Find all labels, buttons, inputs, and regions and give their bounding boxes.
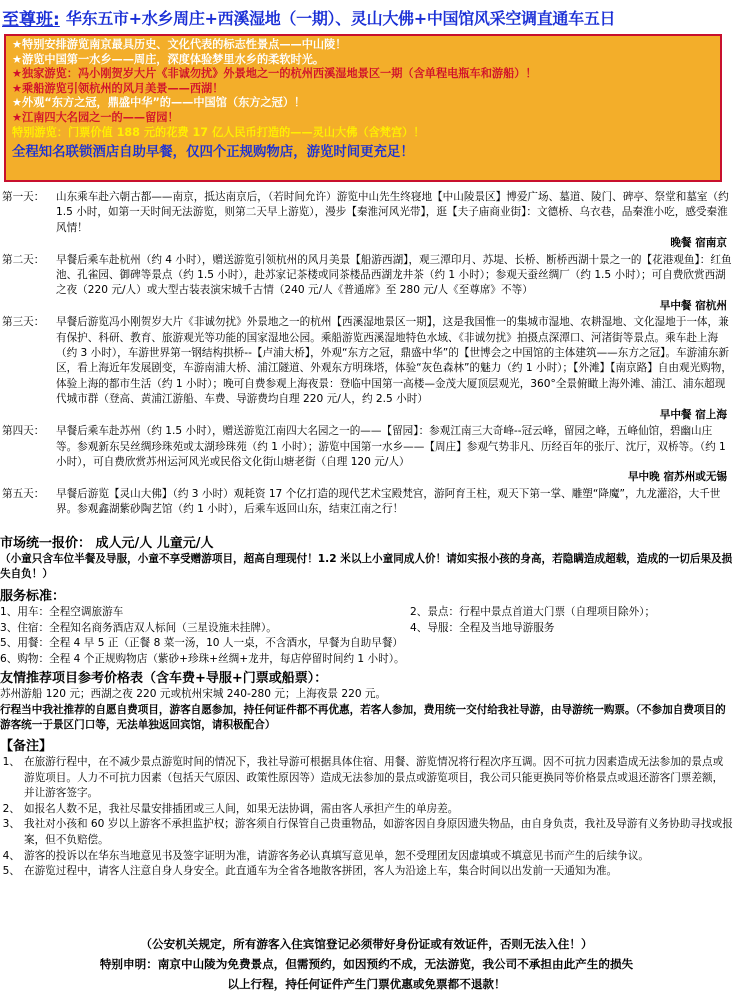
highlight-line: ★乘船游览引领杭州的风月美景——西湖！ bbox=[12, 81, 224, 95]
highlights-banner bbox=[4, 34, 722, 182]
remark-item: 3、 我社对小孩和 60 岁以上游客不承担监护权；游客须自行保管自己贵重物品，如游客因自身原因遗失物品，由自身负责，我社及导游有义务协助寻找或报案，但不负赔偿。 bbox=[0, 817, 733, 848]
remarks-title: 【备注】 bbox=[0, 739, 53, 754]
itinerary-day bbox=[0, 315, 733, 423]
tour-title: 华东五市+水乡周庄+西溪湿地（一期）、灵山大佛+中国馆风采空调直通车五日 bbox=[65, 8, 616, 28]
remark-item: 5、 在游览过程中，请客人注意自身人身安全。此直通车为全省各地散客拼团，客人为沿途上车，集合时间以出发前一天通知为准。 bbox=[0, 864, 733, 880]
service-item: 3、住宿：全程知名商务酒店双人标间（三星设施未挂牌）。 bbox=[0, 621, 277, 634]
service-row bbox=[0, 621, 733, 637]
remark-text: 游客的投诉以在华东当地意见书及签字证明为准，请游客务必认真填写意见单，恕不受理团友因虚填或不填意见书而产生的后续争议。 bbox=[24, 849, 650, 862]
day-description: 早餐后游览冯小刚贺岁大片《非诚勿扰》外景地之一的杭州【西溪湿地景区一期】，这是我国惟一的集城市湿地、农耕湿地、文化湿地于一体，兼有保护、科研、教育、旅游观光等功能的国家湿地公园。乘船游览西溪湿地特色水域、《非诚勿扰》拍摄点深潭口、河渚街等景点。乘车赴上海（约 3 小时），车游世界第一钢结构拱桥--【卢浦大桥】，外观“东方之冠，鼎盛中华”的【世博会之中国馆的主体建筑——东方之冠】。车游浦东新区，看上海近年发展剧变，车游南浦大桥、浦江隧道、外观东方明珠塔，体验“灰色森林”的魅力（约 1 小时）；【外滩】【南京路】自由观光购物，体验上海的都市生活（约 1 小时）；晚可自费参观上海夜景：登临中国第一高楼—金茂大厦顶层观光，360°全景俯瞰上海外滩、浦江、浦东超现代城市群（登高、黄浦江游船、车费、导游费均自理 220 元/人，约 2.5 小时） bbox=[56, 316, 732, 406]
day-label: 第一天： bbox=[2, 191, 45, 203]
price-heading: 市场统一报价： 成人元/人 儿童元/人 bbox=[0, 536, 214, 551]
service-item: 2、景点：行程中景点首道大门票（自理项目除外）； bbox=[410, 606, 656, 618]
day-meals-lodging: 早中餐 宿杭州 bbox=[659, 299, 727, 312]
itinerary-day bbox=[0, 487, 733, 518]
remarks-section bbox=[0, 738, 733, 880]
service-section bbox=[0, 588, 733, 667]
footer-notice bbox=[0, 934, 733, 994]
highlight-line: ★特别安排游览南京最具历史、文化代表的标志性景点——中山陵！ bbox=[12, 38, 347, 51]
highlight-line: 特别游览：门票价值 188 元的花费 17 亿人民币打造的——灵山大佛（含梵宫）！ bbox=[12, 125, 425, 139]
itinerary bbox=[0, 190, 733, 519]
service-row bbox=[0, 605, 733, 621]
optional-title: 友情推荐项目参考价格表（含车费+导服+门票或船票）： bbox=[0, 671, 328, 686]
service-title: 服务标准： bbox=[0, 589, 66, 604]
remark-item: 1、 在旅游行程中，在不减少景点游览时间的情况下，我社导游可根据具体住宿、用餐、游览情况将行程次序互调。因不可抗力因素造成无法参加的景点或游览项目。人力不可抗力因素（包括天气原因、政策性原因等）造成无法参加的景点或游览项目，我公司只能更换同等价格景点或退还游客门票差额，并让游客签字。 bbox=[0, 755, 733, 802]
itinerary-day bbox=[0, 190, 733, 252]
service-item: 6、购物：全程 4 个正规购物店（紫砂+珍珠+丝绸+龙井，每店停留时间约 1 小时）。 bbox=[0, 652, 405, 665]
highlight-line: ★游览中国第一水乡——周庄，深度体验梦里水乡的柔软时光。 bbox=[12, 52, 325, 66]
refund-notice: 以上行程，持任何证件产生门票优惠或免票都不退款！ bbox=[227, 977, 506, 991]
remark-text: 如报名人数不足，我社尽量安排插团或三人间，如果无法协调，需由客人承担产生的单房差。 bbox=[24, 802, 459, 815]
optional-prices: 苏州游船 120 元；西湖之夜 220 元或杭州宋城 240-280 元；上海夜景 220 元。 bbox=[0, 688, 387, 700]
day-meals-lodging: 早中餐 宿上海 bbox=[659, 408, 727, 421]
remark-text: 在游览过程中，请客人注意自身人身安全。此直通车为全省各地散客拼团，客人为沿途上车，集合时间以出发前一天通知为准。 bbox=[24, 865, 618, 878]
optional-policy: 行程当中我社推荐的自愿自费项目，游客自愿参加，持任何证件都不再优惠，若客人参加，费用统一交付给我社导游，由导游统一购票。（不参加自费项目的游客统一于景区门口等，无法单独返回宾馆，请积极配合） bbox=[0, 703, 726, 732]
itinerary-day bbox=[0, 424, 733, 486]
day-label: 第二天： bbox=[2, 253, 45, 266]
highlight-line: ★外观“东方之冠，鼎盛中华”的——中国馆（东方之冠）！ bbox=[12, 96, 306, 110]
day-label: 第四天： bbox=[2, 425, 45, 438]
remark-text: 我社对小孩和 60 岁以上游客不承担监护权；游客须自行保管自己贵重物品，如游客因自身原因遗失物品，由自身负责，我社及导游有义务协助寻找或报案，但不负赔偿。 bbox=[24, 818, 733, 846]
service-item: 4、导服：全程及当地导游服务 bbox=[410, 621, 555, 634]
highlight-summary: 全程知名联锁酒店自助早餐，仅四个正规购物店，游览时间更充足！ bbox=[12, 145, 414, 161]
id-requirement-notice: （公安机关规定，所有游客入住宾馆登记必须带好身份证或有效证件，否则无法入住！） bbox=[140, 937, 593, 951]
day-label: 第五天： bbox=[2, 487, 45, 500]
special-statement: 特别申明：南京中山陵为免费景点，但需预约，如因预约不成，无法游览，我公司不承担由此产生的损失 bbox=[99, 957, 634, 971]
optional-section bbox=[0, 670, 733, 734]
price-section bbox=[0, 536, 733, 583]
remark-text: 在旅游行程中，在不减少景点游览时间的情况下，我社导游可根据具体住宿、用餐、游览情况将行程次序互调。因不可抗力因素造成无法参加的景点或游览项目。人力不可抗力因素（包括天气原因、政策性原因等）造成无法参加的景点或游览项目，我公司只能更换同等价格景点或退还游客门票差额，并让游客签字。 bbox=[24, 756, 724, 800]
remark-item: 4、 游客的投诉以在华东当地意见书及签字证明为准，请游客务必认真填写意见单，恕不受理团友因虚填或不填意见书而产生的后续争议。 bbox=[0, 849, 733, 865]
service-item: 5、用餐：全程 4 早 5 正（正餐 8 菜一汤，10 人一桌，不含酒水，早餐为自助早餐） bbox=[0, 637, 404, 650]
day-description: 早餐后乘车赴杭州（约 4 小时），赠送游览引领杭州的风月美景【船游西湖】，观三潭印月、苏堤、长桥、断桥西湖十景之一的【花港观鱼】：红鱼池、孔雀园、御碑等景点（约 1.5 小时），赴苏家记茶楼或同茶楼品西湖龙井茶（约 1 小时）；参观天蚕丝绸厂（约 1.5 小时）；可自费欣赏西湖之夜（220 元/人）或大型古装表演宋城千古情（240 元/人《普通席》至 280 元/人《至尊席》不等） bbox=[56, 253, 732, 297]
price-note: （小童只含车位半餐及导服，小童不享受赠游项目，超高自理现付！1.2 米以上小童同成人价！请如实报小孩的身高，若隐瞒造成超载，造成的一切后果及损失自负！） bbox=[0, 552, 733, 581]
day-label: 第三天： bbox=[2, 316, 45, 329]
tour-class-label: 至尊班: bbox=[2, 9, 60, 30]
day-meals-lodging: 晚餐 宿南京 bbox=[670, 237, 727, 250]
header bbox=[0, 0, 733, 34]
itinerary-day bbox=[0, 253, 733, 315]
highlight-line: ★江南四大名园之一的——留园！ bbox=[12, 110, 179, 124]
highlight-line: ★独家游览：冯小刚贺岁大片《非诚勿扰》外景地之一的杭州西溪湿地景区一期（含单程电瓶车和游船）！ bbox=[12, 67, 537, 81]
day-description: 早餐后游览【灵山大佛】（约 3 小时）观耗资 17 个亿打造的现代艺术宝殿梵宫，游阿育王柱，观天下第一掌、雕塑“降魔”，九龙灌浴，大千世界。参观鑫湖紫砂陶艺馆（约 1 小时），后乘车返回山东，结束江南之行！ bbox=[56, 487, 721, 516]
service-item: 1、用车：全程空调旅游车 bbox=[0, 606, 124, 618]
day-description: 山东乘车赴六朝古都——南京，抵达南京后，（若时间允许）游览中山先生终寝地【中山陵景区】博爱广场、墓道、陵门、碑亭、祭堂和墓室（约 1.5 小时，如第一天时间无法游览，则第二天早上游览），漫步【秦淮河风光带】，逛【夫子庙商业街】：文德桥、乌衣巷，品秦淮小吃，感受秦淮风情！ bbox=[56, 191, 729, 234]
remark-item: 2、 如报名人数不足，我社尽量安排插团或三人间，如果无法协调，需由客人承担产生的单房差。 bbox=[0, 802, 733, 818]
day-meals-lodging: 早中晚 宿苏州或无锡 bbox=[627, 471, 727, 484]
day-description: 早餐后乘车赴苏州（约 1.5 小时），赠送游览江南四大名园之一的——【留园】：参观江南三大奇峰--冠云峰，留园之峰，五峰仙馆，碧幽山庄等。参观新东吴丝绸珍珠苑或太湖珍珠苑（约 1 小时）；游览中国第一水乡——【周庄】参观气势非凡、历经百年的张厅、沈厅，双桥等。（约 1 小时），可自费欣赏苏州运河风光或民俗文化街山塘老街（自理 120 元/人） bbox=[56, 425, 726, 468]
